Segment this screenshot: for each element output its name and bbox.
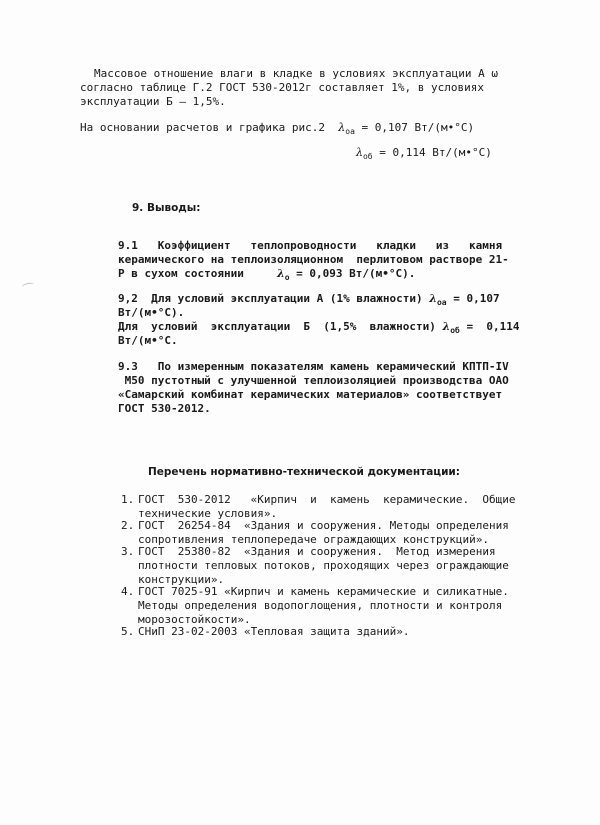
- conclusion-9-2-line-4: Вт/(м•°С.: [118, 334, 178, 347]
- lambda-oa-value: = 0,107: [453, 292, 500, 305]
- reference-number: 3.: [121, 545, 135, 558]
- conclusion-9-1-line-2: керамического на теплоизоляционном перлитовом растворе 21-: [118, 253, 509, 266]
- reference-line: технические условия».: [138, 507, 278, 520]
- conclusions-heading: 9. Выводы:: [132, 202, 201, 214]
- lambda-symbol: λ: [276, 267, 285, 280]
- intro-line-1: Массовое отношение влаги в кладке в условиях эксплуатации А ω: [94, 67, 498, 80]
- calc-prefix: На основании расчетов и графика рис.2: [80, 121, 326, 134]
- conclusion-9-3-line-1: 9.3 По измеренным показателям камень керамический КПТП-IV: [118, 360, 509, 373]
- reference-line: ГОСТ 25380-82 «Здания и сооружения. Метод измерения: [138, 545, 496, 558]
- lambda-oa-value: = 0,107 Вт/(м•°С): [361, 121, 475, 134]
- conclusion-9-3-line-3: «Самарский комбинат керамических материалов» соответствует: [118, 388, 503, 401]
- intro-line-2: согласно таблице Г.2 ГОСТ 530-2012г составляет 1%, в условиях: [80, 81, 484, 94]
- scan-mark: [22, 282, 35, 290]
- conclusion-9-3-line-4: ГОСТ 530-2012.: [118, 402, 211, 415]
- reference-line: конструкции».: [138, 573, 225, 586]
- lambda-ob-value: = 0,114: [466, 320, 520, 333]
- reference-line: сопротивления теплопередаче ограждающих конструкций».: [138, 533, 489, 546]
- conclusion-9-2-text: Для условий эксплуатации Б (1,5% влажности): [118, 320, 436, 333]
- lambda-subscript: об: [362, 152, 373, 161]
- reference-line: ГОСТ 26254-84 «Здания и сооружения. Методы определения: [138, 519, 509, 532]
- lambda-symbol: λ: [429, 292, 437, 305]
- lambda-subscript: о: [284, 273, 290, 282]
- reference-line: ГОСТ 530-2012 «Кирпич и камень керамические. Общие: [138, 493, 516, 506]
- references-heading: Перечень нормативно-технической документации:: [148, 466, 460, 478]
- conclusion-9-1-line-1: 9.1 Коэффициент теплопроводности кладки из камня: [118, 239, 503, 252]
- lambda-symbol: λ: [338, 121, 346, 134]
- reference-number: 2.: [121, 519, 135, 532]
- intro-line-3: эксплуатации Б – 1,5%.: [80, 95, 226, 108]
- reference-line: Методы определения водопоглощения, плотности и контроля: [138, 599, 503, 612]
- conclusion-9-1-line-3: [118, 267, 415, 285]
- conclusion-9-1-text: Р в сухом состоянии: [118, 267, 244, 280]
- lambda-symbol: λ: [356, 146, 363, 159]
- lambda-subscript: оа: [345, 127, 355, 136]
- reference-number: 5.: [121, 625, 135, 638]
- reference-number: 1.: [121, 493, 135, 506]
- conclusion-9-3-line-2: М50 пустотный с улучшенной теплоизоляцией производства ОАО: [118, 374, 509, 387]
- reference-line: морозостойкости».: [138, 613, 251, 626]
- conclusion-9-2-line-2: Вт/(м•°С).: [118, 306, 185, 319]
- conclusion-9-2-text: 9,2 Для условий эксплуатации А (1% влажности): [118, 292, 423, 305]
- calc-line-2: [356, 146, 492, 164]
- calc-line-1: [80, 121, 474, 139]
- reference-number: 4.: [121, 585, 135, 598]
- lambda-ob-value: = 0,114 Вт/(м•°С): [379, 146, 492, 159]
- lambda-symbol: λ: [442, 320, 451, 333]
- reference-line: СНиП 23-02-2003 «Тепловая защита зданий».: [138, 625, 410, 638]
- reference-line: ГОСТ 7025-91 «Кирпич и камень керамические и силикатные.: [138, 585, 509, 598]
- lambda-subscript: об: [450, 326, 460, 335]
- lambda-o-value: = 0,093 Вт/(м•°С).: [296, 267, 416, 280]
- reference-line: плотности тепловых потоков, проходящих через ограждающие: [138, 559, 509, 572]
- lambda-subscript: оа: [436, 298, 447, 307]
- conclusion-9-2-line-3: [118, 320, 519, 338]
